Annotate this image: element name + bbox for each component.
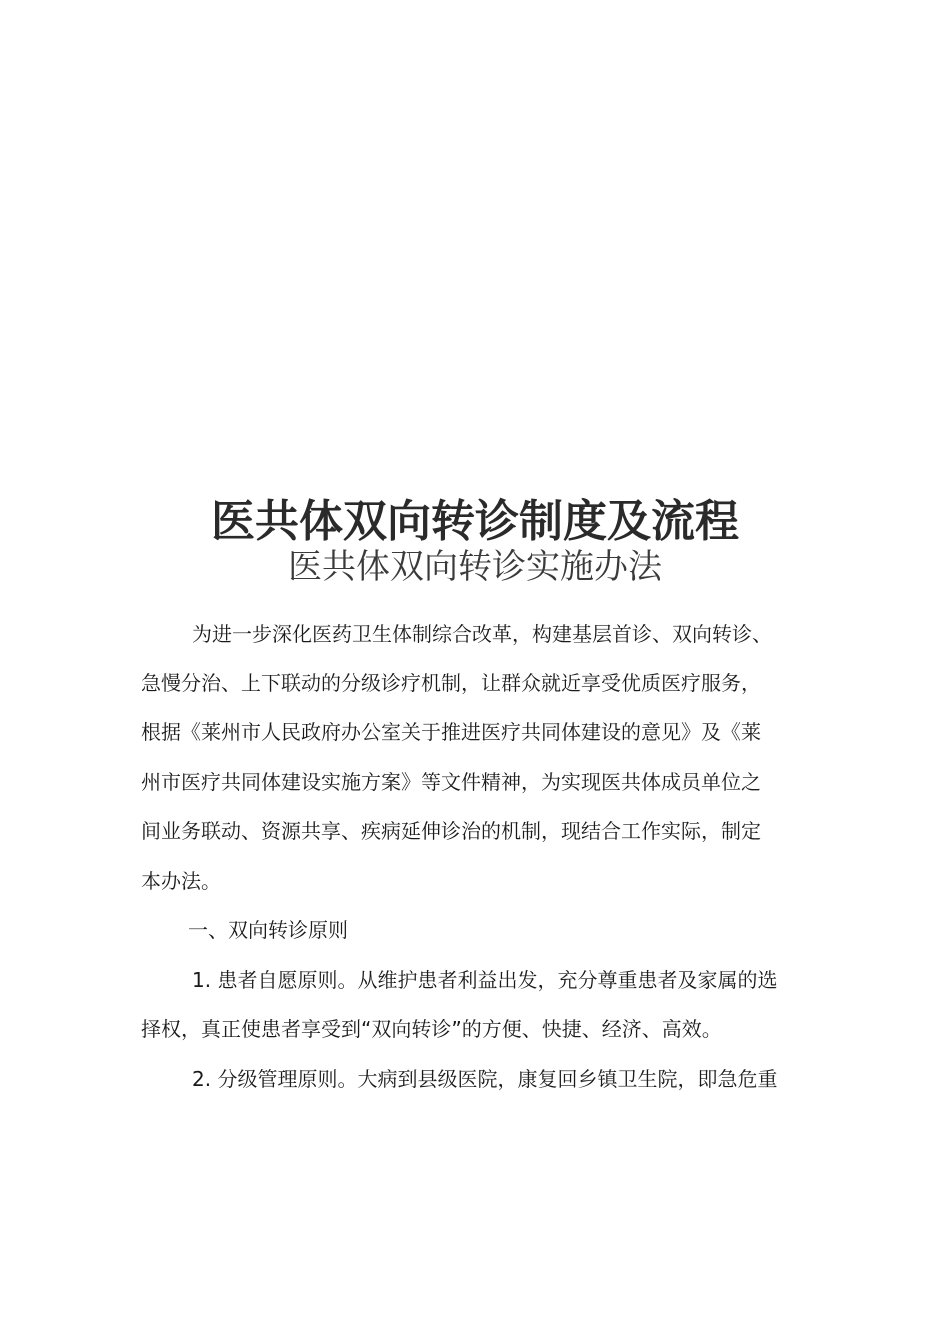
document-subtitle: 医共体双向转诊实施办法 bbox=[288, 547, 662, 587]
section-heading: 一、双向转诊原则 bbox=[188, 918, 348, 942]
paragraph-line: 根据《莱州市人民政府办公室关于推进医疗共同体建设的意见》及《莱 bbox=[141, 720, 761, 744]
document-title: 医共体双向转诊制度及流程 bbox=[211, 496, 739, 547]
paragraph-line: 为进一步深化医药卫生体制综合改革，构建基层首诊、双向转诊、 bbox=[192, 622, 772, 646]
paragraph-line: 急慢分治、上下联动的分级诊疗机制，让群众就近享受优质医疗服务， bbox=[141, 671, 761, 695]
paragraph-line: 择权，真正使患者享受到“双向转诊”的方便、快捷、经济、高效。 bbox=[141, 1017, 722, 1041]
paragraph-line: 1. 患者自愿原则。从维护患者利益出发，充分尊重患者及家属的选 bbox=[192, 968, 778, 992]
paragraph-line: 2. 分级管理原则。大病到县级医院，康复回乡镇卫生院，即急危重 bbox=[192, 1067, 778, 1091]
paragraph-line: 本办法。 bbox=[141, 869, 221, 893]
paragraph-line: 州市医疗共同体建设实施方案》等文件精神，为实现医共体成员单位之 bbox=[141, 770, 761, 794]
paragraph-line: 间业务联动、资源共享、疾病延伸诊治的机制，现结合工作实际，制定 bbox=[141, 819, 761, 843]
